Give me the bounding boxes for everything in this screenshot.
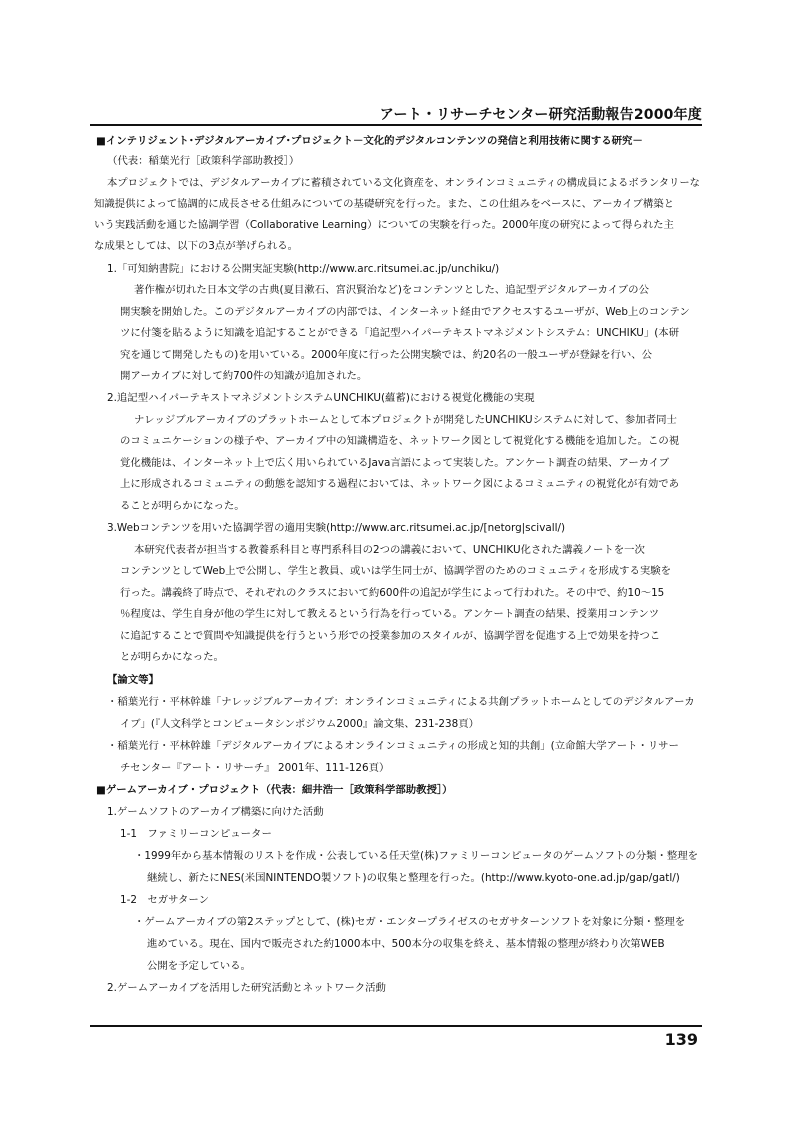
section-representative: （代表：稲葉光行［政策科学部助教授］）	[107, 155, 300, 167]
paragraph-line: 本研究代表者が担当する教養系科目と専門系科目の2つの講義において、UNCHIKU化された講義ノートを一次	[134, 544, 645, 556]
paragraph-line: ナレッジブルアーカイブのプラットホームとして本プロジェクトが開発したUNCHIKUシステムに対して、参加者同士	[134, 414, 677, 426]
sub-item-heading: 1-1 ファミリーコンピューター	[120, 828, 272, 840]
numbered-item-heading: 1.「可知納書院」における公開実証実験(http://www.arc.ritsumei.ac.jp/unchiku/)	[107, 263, 500, 275]
paragraph-line: な成果としては、以下の3点が挙げられる。	[94, 240, 299, 252]
paragraph-line: 本プロジェクトでは、デジタルアーカイブに蓄積されている文化資産を、オンラインコミュニティの構成員によるボランタリーな	[107, 177, 700, 189]
paper-citation-line: ・稲葉光行・平林幹雄「デジタルアーカイブによるオンラインコミュニティの形成と知的共創」(立命館大学アート・リサー	[107, 740, 679, 752]
section-heading-intelligent-archive: ■インテリジェント･デジタルアーカイブ･プロジェクト－文化的デジタルコンテンツの発信と利用技術に関する研究－	[96, 135, 643, 147]
numbered-item-heading: 2.追記型ハイパーテキストマネジメントシステムUNCHIKU(蘊蓄)における視覚化機能の実現	[107, 392, 535, 404]
paragraph-line: コンテンツとしてWeb上で公開し、学生と教員、或いは学生同士が、協調学習のためのコミュニティを形成する実験を	[120, 565, 672, 577]
paragraph-line: 著作権が切れた日本文学の古典(夏目漱石、宮沢賢治など)をコンテンツとした、追記型デジタルアーカイブの公	[134, 284, 649, 296]
bullet-line: ・ゲームアーカイブの第2ステップとして、(株)セガ・エンタープライゼスのセガサターンソフトを対象に分類・整理を	[134, 916, 686, 928]
numbered-item-heading: 1.ゲームソフトのアーカイブ構築に向けた活動	[107, 806, 324, 818]
footer-rule	[90, 1025, 702, 1027]
bullet-line: ・1999年から基本情報のリストを作成・公表している任天堂(株)ファミリーコンピュータのゲームソフトの分類・整理を	[134, 850, 699, 862]
paragraph-line: ％程度は、学生自身が他の学生に対して教えるという行為を行っている。アンケート調査の結果、授業用コンテンツ	[120, 608, 660, 620]
paragraph-line: のコミュニケーションの様子や、アーカイブ中の知識構造を、ネットワーク図として視覚化する機能を追加した。この視	[120, 435, 680, 447]
bullet-line: 公開を予定している。	[147, 960, 251, 972]
paragraph-line: ツに付箋を貼るように知識を追記することができる「追記型ハイパーテキストマネジメントシステム：UNCHIKU」(本研	[120, 327, 680, 339]
paragraph-line: 上に形成されるコミュニティの動態を認知する過程においては、ネットワーク図によるコミュニティの視覚化が有効であ	[120, 478, 680, 490]
paragraph-line: 開実験を開始した。このデジタルアーカイブの内部では、インターネット経由でアクセスするユーザが、Web上のコンテン	[120, 306, 690, 318]
paragraph-line: いう実践活動を通じた協調学習（Collaborative Learning）についての実験を行った。2000年度の研究によって得られた主	[94, 219, 674, 231]
paragraph-line: 開アーカイブに対して約700件の知識が追加された。	[120, 370, 368, 382]
paragraph-line: 知識提供によって協調的に成長させる仕組みについての基礎研究を行った。また、この仕組みをベースに、アーカイブ構築と	[94, 198, 674, 210]
section-heading-game-archive: ■ゲームアーカイブ・プロジェクト（代表：細井浩一［政策科学部助教授］）	[96, 784, 453, 796]
paper-citation-line: イブ」(『人文科学とコンピュータシンポジウム2000』論文集、231-238頁）	[120, 718, 479, 730]
paragraph-line: 究を通じて開発したもの)を用いている。2000年度に行った公開実験では、約20名の一般ユーザが登録を行い、公	[120, 349, 653, 361]
bullet-line: 継続し、新たにNES(米国NINTENDO製ソフト)の収集と整理を行った。(http://www.kyoto-one.ad.jp/gap/gatl/)	[147, 872, 680, 884]
numbered-item-heading: 2.ゲームアーカイブを活用した研究活動とネットワーク活動	[107, 982, 386, 994]
running-header-title: アート・リサーチセンター研究活動報告2000年度	[379, 107, 702, 123]
paper-citation-line: ・稲葉光行・平林幹雄「ナレッジブルアーカイブ：オンラインコミュニティによる共創プラットホームとしてのデジタルアーカ	[107, 696, 695, 708]
papers-heading: 【論文等】	[107, 674, 159, 686]
paragraph-line: とが明らかになった。	[120, 651, 224, 663]
paragraph-line: に追記することで質問や知識提供を行うという形での授業参加のスタイルが、協調学習を促進する上で効果を持つこ	[120, 630, 661, 642]
paragraph-line: ることが明らかになった。	[120, 500, 245, 512]
numbered-item-heading: 3.Webコンテンツを用いた協調学習の適用実験(http://www.arc.ritsumei.ac.jp/[netorg|scivall/)	[107, 522, 566, 534]
header-rule	[90, 124, 702, 126]
page-number: 139	[664, 1030, 698, 1049]
paragraph-line: 行った。講義終了時点で、それぞれのクラスにおいて約600件の追記が学生によって行われた。その中で、約10～15	[120, 587, 665, 599]
paragraph-line: 覚化機能は、インターネット上で広く用いられているJava言語によって実装した。アンケート調査の結果、アーカイブ	[120, 457, 670, 469]
sub-item-heading: 1-2 セガサターン	[120, 894, 209, 906]
bullet-line: 進めている。現在、国内で販売された約1000本中、500本分の収集を終え、基本情報の整理が終わり次第WEB	[147, 938, 665, 950]
paper-citation-line: チセンター『アート・リサーチ』 2001年、111-126頁）	[120, 762, 390, 774]
